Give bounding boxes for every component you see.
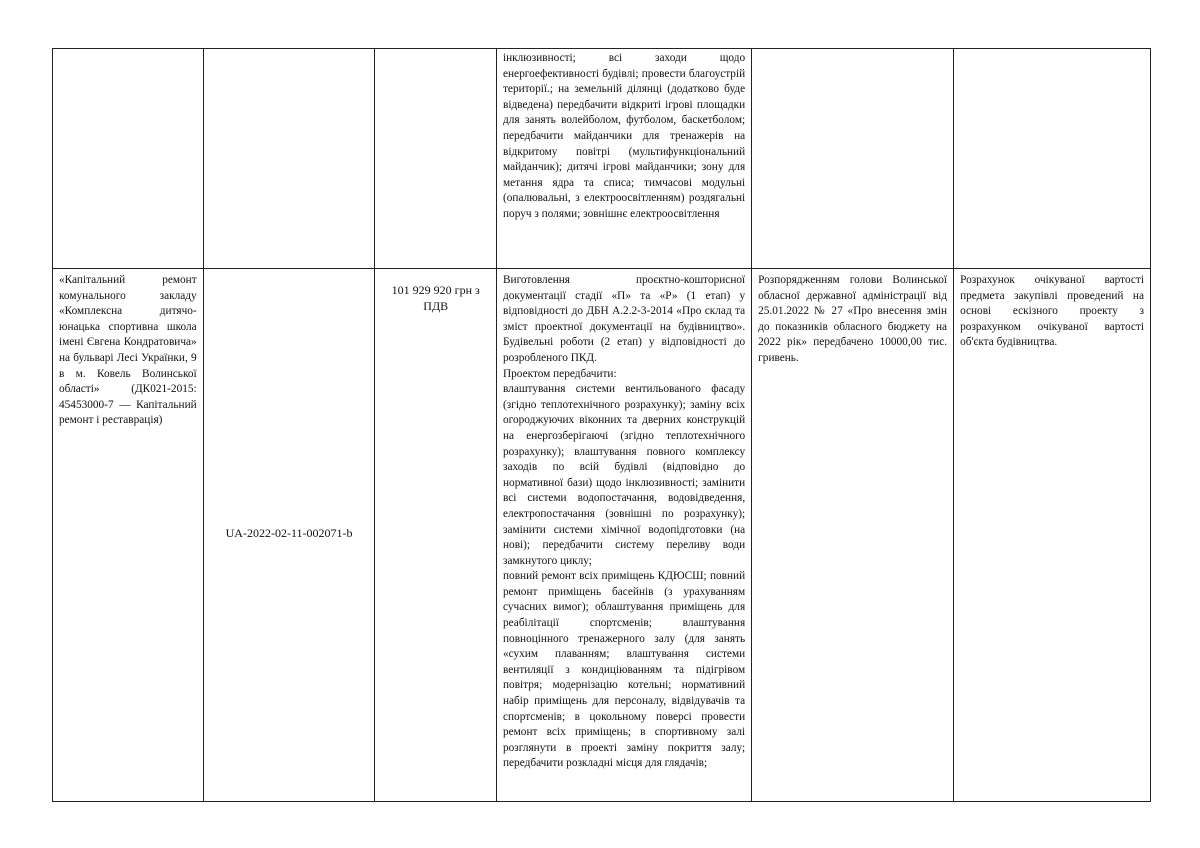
cell-justification-empty: [954, 49, 1151, 269]
description-body-2: повний ремонт всіх приміщень КДЮСШ; повний ремонт приміщень басейнів (з урахуванням сучасних вимог); облаштування приміщень для реабілітації спортсменів; влаштування повноцінного тренажерного залу (для занять «сухим плаванням; влаштування системи вентиляції з кондиціюванням та підігрівом повітря; модернізацію котельні; нормативний набір приміщень для персоналу, відвідувачів та спортсменів; в цокольному поверсі провести ремонт всіх приміщень; в спортивному залі розглянути в проекті заміну покриття залу; передбачити розкладні місця для глядачів;: [503, 570, 746, 770]
cell-amount: [375, 269, 497, 802]
subject-text: «Капітальний ремонт комунального закладу «Комплексна дитячо-юнацька спортивна школа імені Євгена Кондратовича» на бульварі Лесі Українки, 9 в м. Ковель Волинської області» (ДК021-2015: 45453000-7 — Капітальний ремонт і реставрація): [59, 274, 197, 427]
description-continued-text: інклюзивності; всі заходи щодо енергоефективності будівлі; провести благоустрій території.; на земельній ділянці (додатково буде відведена) передбачити відкриті ігрові площадки для занять волейболом, футболом, баскетболом; передбачити майданчики для тренажерів на відкритому повітрі (мультифункціональний майданчик); дитячі ігрові майданчики; зону для метання ядра та списа; тимчасові модульні (опалювальні, з електроосвітленням) роздягальні поруч з полями; зовнішнє електроосвітлення: [503, 52, 746, 220]
cell-procurement-id: [203, 269, 375, 802]
description-intro: Виготовлення проєктно-кошторисної документації стадії «П» та «Р» (1 етап) у відповідності до ДБН А.2.2-3-2014 «Про склад та зміст проектної документації на будівництво». Будівельні роботи (2 етап) у відповідності до розробленого ПКД.: [503, 274, 746, 364]
funding-text: Розпорядженням голови Волинської обласної державної адміністрації від 25.01.2022 № 27 «Про внесення змін до показників обласного бюджету на 2022 рік» передбачено 10000,00 тис. гривень.: [758, 274, 948, 364]
cell-description: [497, 269, 752, 802]
cell-funding-empty: [752, 49, 954, 269]
cell-amount-empty: [375, 49, 497, 269]
cell-funding: [752, 269, 954, 802]
amount-text: 101 929 920 грн з ПДВ: [391, 283, 480, 313]
cell-description: [497, 49, 752, 269]
table-row: [53, 269, 1151, 802]
procurement-id-text: UA-2022-02-11-002071-b: [225, 526, 353, 540]
cell-procurement-id-empty: [203, 49, 375, 269]
justification-text: Розрахунок очікуваної вартості предмета закупівлі проведений на основі ескізного проекту з розрахунком очікуваної вартості об'єкта будівництва.: [960, 274, 1144, 349]
cell-justification: [954, 269, 1151, 802]
cell-subject-empty: [53, 49, 204, 269]
description-body: влаштування системи вентильованого фасаду (згідно теплотехнічного розрахунку); заміну всіх огороджуючих віконних та дверних конструкцій на енергозберігаючі (згідно теплотехнічного розрахунку); влаштування повного комплексу заходів по всій будівлі (відповідно до нормативної бази) щодо інклюзивності; замінити всі системи водопостачання, водовідведення, електропостачання (зовнішні по розрахунку); замінити системи хімічної водопідготовки (на нові); передбачити систему переливу води замкнутого циклу;: [503, 383, 746, 567]
procurement-table: [52, 48, 1151, 802]
cell-subject: [53, 269, 204, 802]
description-heading: Проектом передбачити:: [503, 367, 617, 380]
table-row: [53, 49, 1151, 269]
